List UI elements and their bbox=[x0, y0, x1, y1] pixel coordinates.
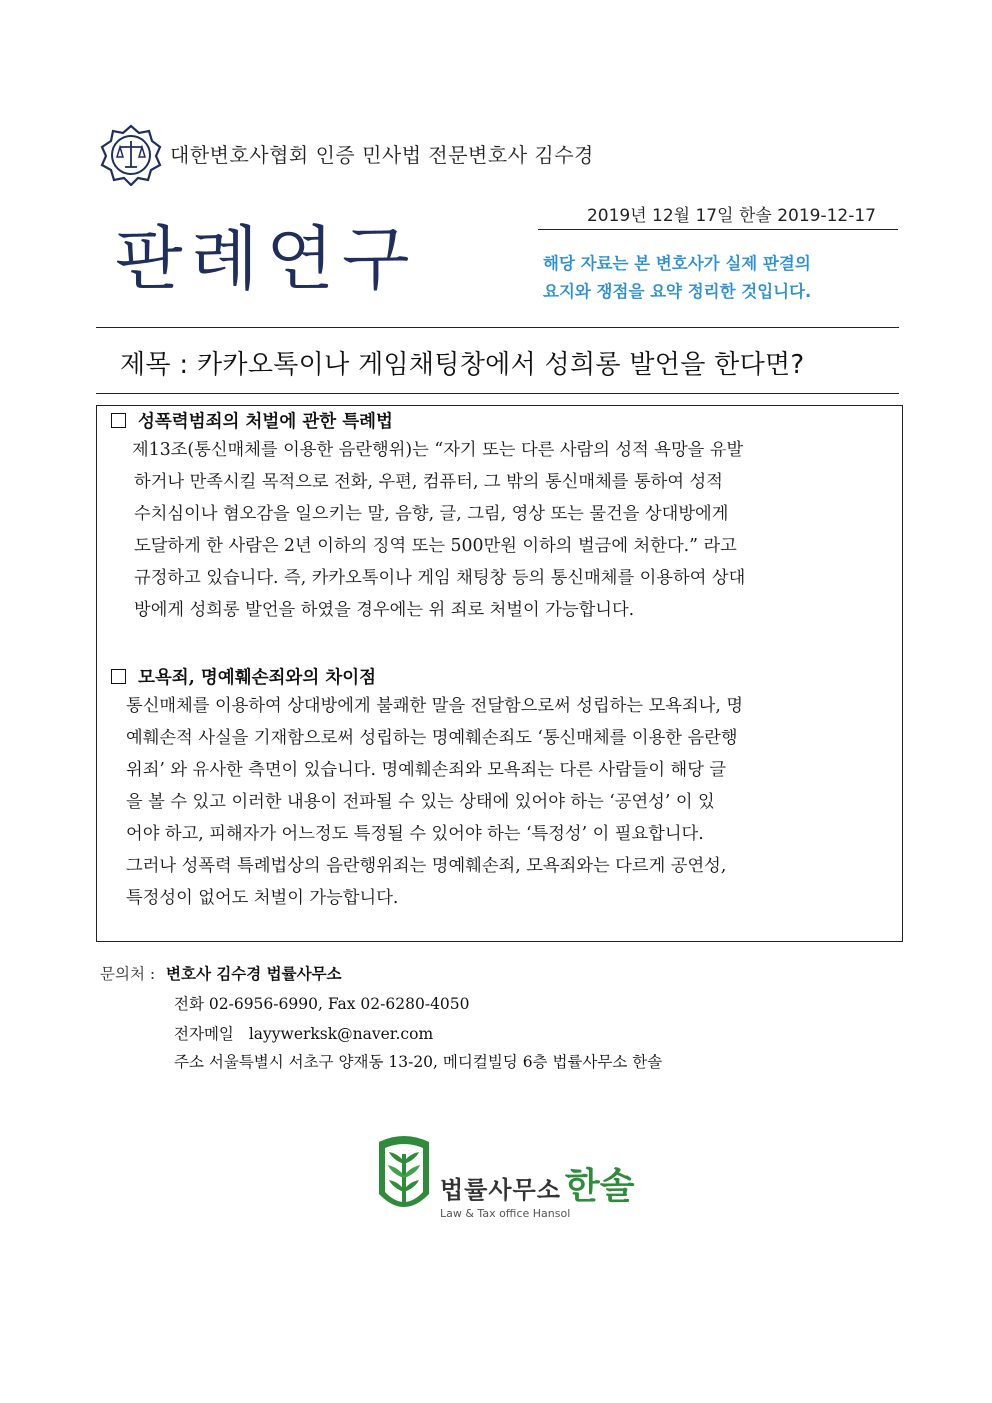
contact-phone: 전화 02-6956-6990, Fax 02-6280-4050 bbox=[174, 995, 470, 1013]
checkbox-icon bbox=[111, 669, 126, 684]
contact-address: 주소 서울특별시 서초구 양재동 13-20, 메디컬빌딩 6층 법률사무소 한솔 bbox=[174, 1053, 663, 1071]
paragraph-line: 특정성이 없어도 처벌이 가능합니다. bbox=[126, 888, 399, 908]
contact-label: 문의처 : bbox=[100, 965, 156, 983]
paragraph-line: 하거나 만족시킬 목적으로 전화, 우편, 컴퓨터, 그 밖의 통신매체를 통하여 성적 bbox=[134, 472, 723, 492]
subject-title: 제목 : 카카오톡이나 게임채팅창에서 성희롱 발언을 한다면? bbox=[120, 350, 805, 380]
logo-english: Law & Tax office Hansol bbox=[440, 1207, 571, 1220]
leaf-icon bbox=[375, 1134, 433, 1218]
summary-note-line-2: 요지와 쟁점을 요약 정리한 것입니다. bbox=[543, 282, 812, 301]
contact-office-row bbox=[100, 962, 342, 984]
email-link[interactable]: layywerksk@naver.com bbox=[248, 1025, 434, 1043]
email-label: 전자메일 bbox=[174, 1025, 234, 1043]
summary-note bbox=[543, 250, 811, 306]
paragraph-line: 규정하고 있습니다. 즉, 카카오톡이나 게임 채팅창 등의 통신매체를 이용하여 상대 bbox=[134, 568, 746, 588]
section-heading-defamation bbox=[111, 664, 376, 689]
paragraph-line: 그러나 성폭력 특례법상의 음란행위죄는 명예훼손죄, 모욕죄와는 다르게 공연성, bbox=[126, 856, 727, 876]
paragraph-line: 예훼손적 사실을 기재함으로써 성립하는 명예훼손죄도 ‘통신매체를 이용한 음란행 bbox=[126, 728, 738, 748]
section-heading-text: 모욕죄, 명예훼손죄와의 차이점 bbox=[138, 668, 377, 688]
office-name: 변호사 김수경 법률사무소 bbox=[166, 964, 342, 983]
checkbox-icon bbox=[111, 413, 126, 428]
paragraph-line: 위죄’ 와 유사한 측면이 있습니다. 명예훼손죄와 모욕죄는 다른 사람들이 해당 글 bbox=[126, 760, 727, 780]
bar-association-seal bbox=[100, 124, 162, 186]
hansol-logo-icon bbox=[375, 1134, 433, 1218]
section-body-special-act bbox=[116, 434, 894, 626]
divider-bottom bbox=[96, 393, 899, 394]
section-heading-special-act bbox=[111, 408, 393, 433]
page-title: 판례연구 bbox=[115, 218, 418, 300]
paragraph-line: 제13조(통신매체를 이용한 음란행위)는 “자기 또는 다른 사람의 성적 욕망을 유발 bbox=[132, 440, 744, 460]
hansol-logo-text bbox=[440, 1158, 634, 1220]
logo-name-part1: 법률사무소 bbox=[440, 1176, 561, 1204]
logo-name-part2: 한솔 bbox=[564, 1166, 635, 1207]
contact-email-row bbox=[174, 1022, 433, 1044]
divider-top bbox=[96, 327, 899, 328]
section-body-defamation bbox=[116, 690, 894, 914]
seal-icon bbox=[100, 124, 162, 186]
date-line: 2019년 12월 17일 한솔 2019-12-17 bbox=[538, 201, 898, 230]
paragraph-line: 어야 하고, 피해자가 어느정도 특정될 수 있어야 하는 ‘특정성’ 이 필요합니다. bbox=[126, 824, 704, 844]
paragraph-line: 도달하게 한 사람은 2년 이하의 징역 또는 500만원 이하의 벌금에 처한다.” 라고 bbox=[134, 536, 737, 556]
section-heading-text: 성폭력범죄의 처벌에 관한 특례법 bbox=[138, 412, 393, 432]
certification-text: 대한변호사협회 인증 민사법 전문변호사 김수경 bbox=[170, 143, 594, 167]
paragraph-line: 을 볼 수 있고 이러한 내용이 전파될 수 있는 상태에 있어야 하는 ‘공연성’ 이 있 bbox=[126, 792, 715, 812]
summary-note-line-1: 해당 자료는 본 변호사가 실제 판결의 bbox=[543, 254, 811, 273]
paragraph-line: 방에게 성희롱 발언을 하였을 경우에는 위 죄로 처벌이 가능합니다. bbox=[134, 600, 635, 620]
paragraph-line: 통신매체를 이용하여 상대방에게 불쾌한 말을 전달함으로써 성립하는 모욕죄나, 명 bbox=[126, 696, 744, 716]
paragraph-line: 수치심이나 혐오감을 일으키는 말, 음향, 글, 그림, 영상 또는 물건을 상대방에게 bbox=[134, 504, 729, 524]
